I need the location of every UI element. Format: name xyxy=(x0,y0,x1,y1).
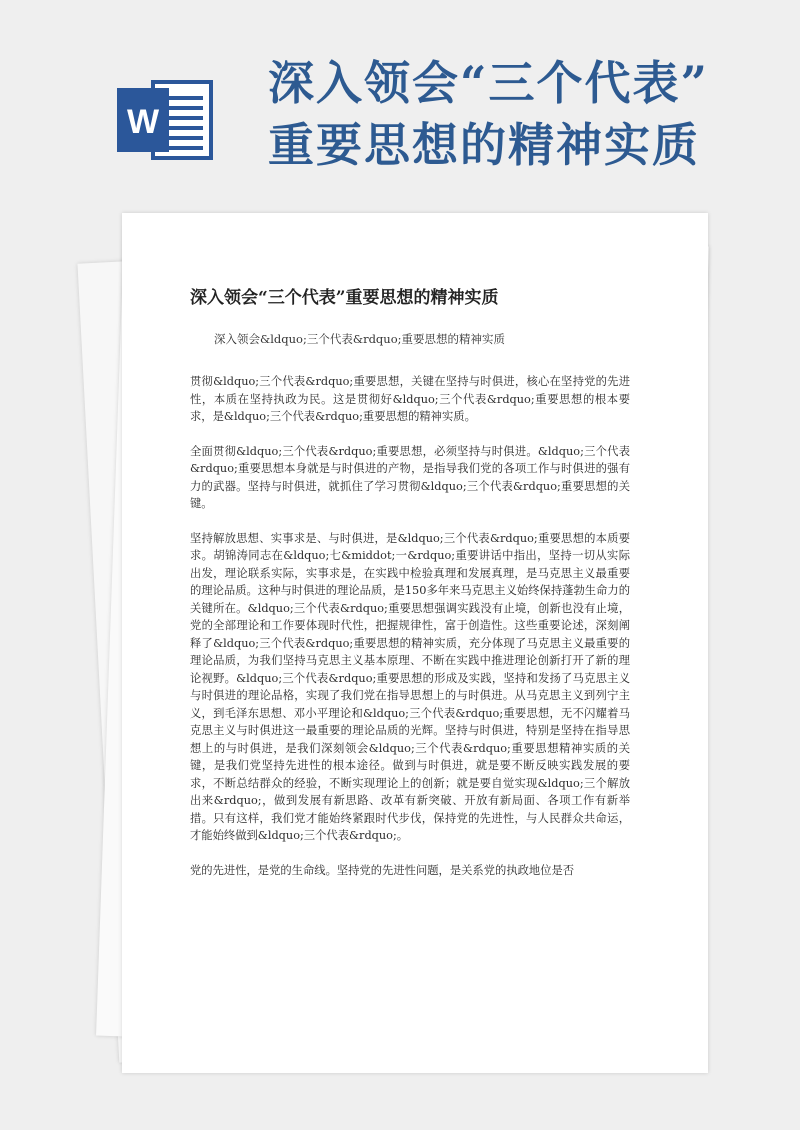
document-title: 深入领会“三个代表”重要思想的精神实质 xyxy=(190,288,499,308)
paragraph: 贯彻&ldquo;三个代表&rdquo;重要思想，关键在坚持与时俱进，核心在坚持党的先进性，本质在坚持执政为民。这是贯彻好&ldquo;三个代表&rdquo;重要思想的根本要求，是&ldquo;三个代表&rdquo;重要思想的精神实质。 xyxy=(190,375,630,423)
word-icon-letter: W xyxy=(126,103,160,141)
document-page xyxy=(122,213,708,1073)
paragraph: 党的先进性，是党的生命线。坚持党的先进性问题，是关系党的执政地位是否 xyxy=(190,863,575,877)
banner-title xyxy=(268,52,788,176)
paragraph: 全面贯彻&ldquo;三个代表&rdquo;重要思想，必须坚持与时俱进。&ldquo;三个代表&rdquo;重要思想本身就是与时俱进的产物，是指导我们党的各项工作与时俱进的强有力的武器。坚持与时俱进，就抓住了学习贯彻&ldquo;三个代表&rdquo;重要思想的关键。 xyxy=(190,444,630,510)
banner-header xyxy=(0,0,800,205)
word-document-icon xyxy=(115,74,215,164)
document-body xyxy=(190,373,630,896)
paragraph: 坚持解放思想、实事求是、与时俱进，是&ldquo;三个代表&rdquo;重要思想的本质要求。胡锦涛同志在&ldquo;七&middot;一&rdquo;重要讲话中指出，坚持一切从实际出发，理论联系实际，实事求是，在实践中检验真理和发展真理，是马克思主义最重要的理论品质。这种与时俱进的理论品质，是150多年来马克思主义始终保持蓬勃生命力的关键所在。&ldquo;三个代表&rdquo;重要思想强调实践没有止境，创新也没有止境，党的全部理论和工作要体现时代性，把握规律性，富于创造性。这些重要论述，深刻阐释了&ldquo;三个代表&rdquo;重要思想的精神实质，充分体现了马克思主义最重要的理论品质，为我们坚持马克思主义基本原理、不断在实践中推进理论创新打开了新的理论视野。&ldquo;三个代表&rdquo;重要思想的形成及实践，坚持和发扬了马克思主义与时俱进的理论品格，实现了我们党在指导思想上的与时俱进。从马克思主义到列宁主义，到毛泽东思想、邓小平理论和&ldquo;三个代表&rdquo;重要思想，无不闪耀着马克思主义与时俱进这一最重要的理论品质的光辉。坚持与时俱进，特别是坚持在指导思想上的与时俱进，是我们深刻领会&ldquo;三个代表&rdquo;重要思想精神实质的关键，是我们党坚持先进性的根本途径。做到与时俱进，就是要不断反映实践发展的要求，不断总结群众的经验，不断实现理论上的创新；就是要自觉实现&ldquo;三个解放出来&rdquo;，做到发展有新思路、改革有新突破、开放有新局面、各项工作有新举措。只有这样，我们党才能始终紧跟时代步伐，保持党的先进性，与人民群众共命运，才能始终做到&ldquo;三个代表&rdquo;。 xyxy=(190,531,630,842)
banner-title-line-1: 深入领会“三个代表” xyxy=(268,56,709,110)
banner-title-line-2: 重要思想的精神实质 xyxy=(268,118,700,172)
document-subtitle: 深入领会&ldquo;三个代表&rdquo;重要思想的精神实质 xyxy=(214,332,506,346)
